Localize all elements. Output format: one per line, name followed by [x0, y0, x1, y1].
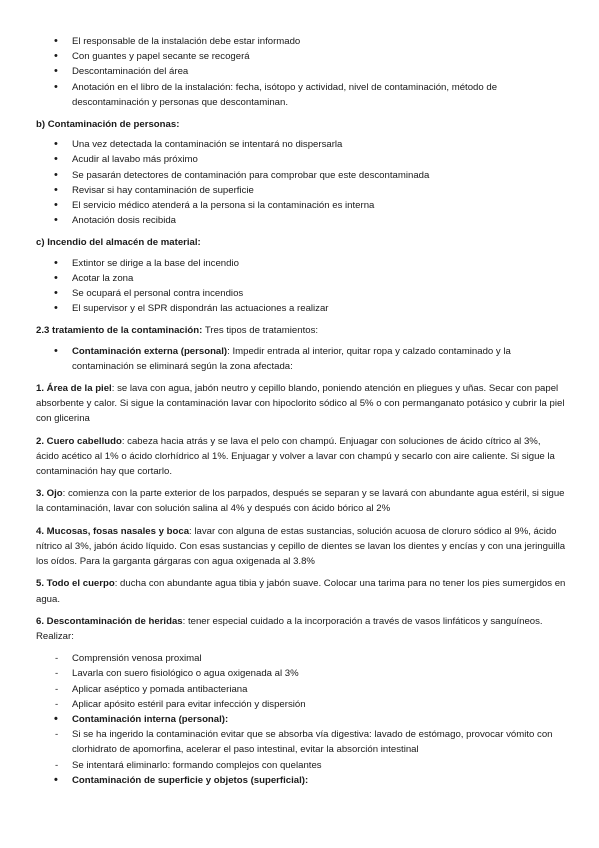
- list-item: - Comprensión venosa proximal: [36, 651, 566, 666]
- list-a: [36, 34, 566, 110]
- paragraph-eye: [36, 486, 566, 516]
- list-item: • Extintor se dirige a la base del incendio: [36, 256, 566, 271]
- paragraph-scalp: [36, 434, 566, 480]
- list-c: [36, 256, 566, 317]
- paragraph-text: : lavar con alguna de estas sustancias, solución acuosa de cloruro sódico al 9%, ácido nítrico al 3%, jabón ácido líquido. Con esas sustancias y cepillo de dientes se lavan los dientes y encías y con una jeringuilla los oídos. Para la garganta gárgaras con agua oxigenada al 3.8%: [36, 525, 566, 568]
- list-23: [36, 344, 566, 374]
- list-item: • Revisar si hay contaminación de superficie: [36, 183, 566, 198]
- list-final: [36, 651, 566, 788]
- paragraph-label: 1. Área de la piel: [36, 383, 112, 395]
- list-item: - Si se ha ingerido la contaminación evitar que se absorba vía digestiva: lavado de estómago, provocar vómito con clorhidrato de apomorfina, acelerar el paso intestinal, evitar la absorción intestinal: [36, 727, 566, 757]
- list-item: • El servicio médico atenderá a la persona si la contaminación es interna: [36, 198, 566, 213]
- paragraph-wounds: [36, 614, 566, 644]
- paragraph-text: : ducha con abundante agua tibia y jabón suave. Colocar una tarima para no tener los pies sumergidos en agua.: [36, 578, 566, 605]
- list-item: • Se pasarán detectores de contaminación para comprobar que este descontaminada: [36, 168, 566, 183]
- list-item-heading: • Contaminación interna (personal):: [36, 712, 566, 727]
- list-item: • Con guantes y papel secante se recogerá: [36, 49, 566, 64]
- external-text: : Impedir entrada al interior, quitar ropa y calzado contaminado y la contaminación se eliminará según la zona afectada:: [72, 345, 511, 372]
- section-c-title: c) Incendio del almacén de material:: [36, 237, 201, 249]
- paragraph-text: : cabeza hacia atrás y se lava el pelo con champú. Enjuagar con soluciones de ácido cítrico al 3%, ácido acético al 1% o ácido clorhídrico al 1%. Enjuagar y volver a lavar con champú y secarlo con aire caliente. Si sigue la contaminación hay que cortarlo.: [36, 435, 555, 478]
- paragraph-mucosa: [36, 524, 566, 570]
- document-content: [36, 34, 566, 788]
- section-23-intro: Tres tipos de tratamientos:: [202, 325, 319, 337]
- paragraph-label: 5. Todo el cuerpo: [36, 578, 115, 590]
- list-item: - Aplicar apósito estéril para evitar infección y dispersión: [36, 697, 566, 712]
- external-label: Contaminación externa (personal): [72, 345, 228, 357]
- section-23-heading: [36, 323, 566, 338]
- list-item: - Se intentará eliminarlo: formando complejos con quelantes: [36, 758, 566, 773]
- list-item: - Lavarla con suero fisiológico o agua oxigenada al 3%: [36, 666, 566, 681]
- paragraph-label: 2. Cuero cabelludo: [36, 435, 122, 447]
- section-23-title: 2.3 tratamiento de la contaminación:: [36, 325, 203, 337]
- paragraph-skin: [36, 381, 566, 427]
- list-item: • Descontaminación del área: [36, 64, 566, 79]
- section-b-title: b) Contaminación de personas:: [36, 119, 180, 131]
- list-item: - Aplicar aséptico y pomada antibacteriana: [36, 682, 566, 697]
- list-item-heading: • Contaminación de superficie y objetos (superficial):: [36, 773, 566, 788]
- list-item: [36, 344, 566, 374]
- paragraph-text: : se lava con agua, jabón neutro y cepillo blando, poniendo atención en pliegues y uñas. Secar con papel absorbente y calor. Si sigue la contaminación lavar con hipoclorito sódico al 5% o con permanganato potásico y cubrir la piel con glicerina: [36, 383, 565, 425]
- paragraph-text: : tener especial cuidado a la incorporación a través de vasos linfáticos y sanguíneos. Realizar:: [36, 615, 543, 642]
- paragraph-text: : comienza con la parte exterior de los parpados, después se separan y se lavará con abundante agua estéril, si sigue la contaminación, lavar con solución salina al 4% y después con ácido bórico al 2%: [36, 488, 565, 515]
- list-item: • Se ocupará el personal contra incendios: [36, 286, 566, 301]
- list-item: • Anotación dosis recibida: [36, 213, 566, 228]
- list-item: • Anotación en el libro de la instalación: fecha, isótopo y actividad, nivel de contaminación, método de descontaminación y personas que descontaminan.: [36, 80, 566, 110]
- list-item: • El responsable de la instalación debe estar informado: [36, 34, 566, 49]
- paragraph-label: 3. Ojo: [36, 488, 63, 500]
- list-b: [36, 137, 566, 228]
- list-item: • Una vez detectada la contaminación se intentará no dispersarla: [36, 137, 566, 152]
- paragraph-body: [36, 576, 566, 606]
- paragraph-label: 4. Mucosas, fosas nasales y boca: [36, 525, 190, 537]
- paragraph-label: 6. Descontaminación de heridas: [36, 615, 183, 627]
- list-item: • Acudir al lavabo más próximo: [36, 152, 566, 167]
- list-item: • El supervisor y el SPR dispondrán las actuaciones a realizar: [36, 301, 566, 316]
- list-item: • Acotar la zona: [36, 271, 566, 286]
